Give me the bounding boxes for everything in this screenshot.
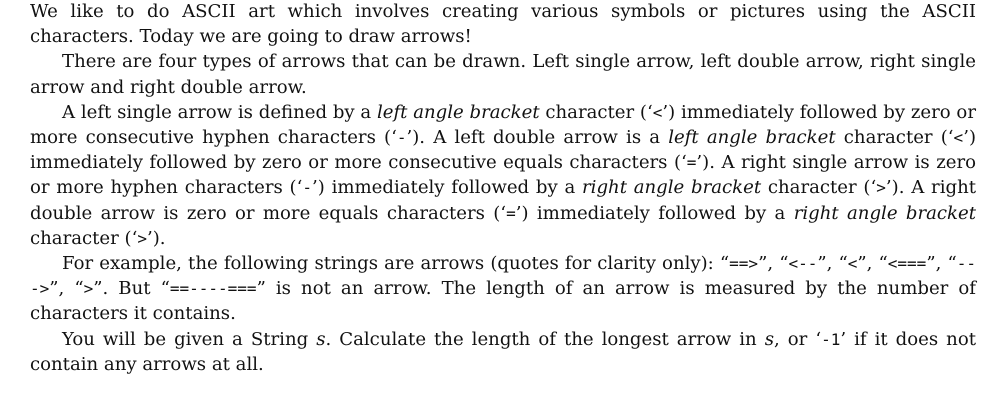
text-run: ’) immediately followed by zero or more consecutive equals characters (‘ bbox=[30, 127, 982, 174]
text-run: character (‘ bbox=[30, 202, 982, 249]
math-variable: s bbox=[764, 328, 775, 350]
text-run: ”. But “ bbox=[93, 278, 170, 300]
paragraph-arrow-definitions bbox=[30, 100, 982, 251]
text-run: A left single arrow is defined by a bbox=[62, 101, 377, 123]
text-run: For example, the following strings are arrows (quotes for clarity only): “ bbox=[62, 253, 730, 275]
text-run: ”, “ bbox=[758, 253, 789, 275]
code-literal: <=== bbox=[887, 254, 927, 274]
code-literal: - bbox=[302, 178, 312, 198]
code-literal: -1 bbox=[821, 329, 841, 349]
code-literal: ---> bbox=[30, 254, 976, 299]
code-literal: > bbox=[83, 279, 94, 299]
emphasized-term: right angle bracket bbox=[582, 177, 762, 199]
text-run: ”, “ bbox=[926, 253, 957, 275]
code-literal: - bbox=[396, 128, 407, 148]
code-literal: ==> bbox=[729, 254, 759, 274]
text-run: ’) immediately followed by a bbox=[515, 202, 794, 224]
code-literal: = bbox=[686, 153, 697, 173]
text-run: . Calculate the length of the longest arrow in bbox=[325, 328, 765, 350]
text-run: ’). A right single arrow is zero or more hyphen characters (‘ bbox=[30, 152, 982, 199]
paragraph-arrow-types bbox=[30, 49, 982, 99]
code-literal: < bbox=[652, 102, 663, 122]
text-run: ’). A left double arrow is a bbox=[406, 127, 669, 149]
code-literal: <-- bbox=[788, 254, 818, 274]
code-literal: = bbox=[506, 203, 516, 223]
paragraph-intro bbox=[30, 0, 982, 49]
text-run: There are four types of arrows that can be drawn. Left single arrow, left double arrow, right single arrow and right double arrow. bbox=[30, 51, 982, 98]
code-literal: < bbox=[953, 128, 964, 148]
text-run: character (‘ bbox=[761, 177, 877, 199]
text-run: ’) immediately followed by a bbox=[312, 177, 583, 199]
text-run: ’). bbox=[146, 227, 166, 249]
text-run: ”, “ bbox=[857, 253, 888, 275]
text-run: ’ if it does not contain any arrows at all. bbox=[30, 328, 982, 375]
text-run: ’) immediately followed by zero or more consecutive hyphen characters (‘ bbox=[30, 101, 982, 149]
text-run: ” is not an arrow. The length of an arrow is measured by the number of characters it contains. bbox=[30, 278, 982, 325]
paragraph-task bbox=[30, 327, 982, 377]
math-variable: s bbox=[316, 328, 326, 350]
text-run: We like to do ASCII art which involves creating various symbols or pictures using the ASCII characters. Today we are going to draw arrows! bbox=[30, 1, 982, 48]
text-run: , or ‘ bbox=[774, 328, 822, 350]
code-literal: > bbox=[876, 178, 886, 198]
text-run: ”, “ bbox=[817, 253, 848, 275]
text-run: character (‘ bbox=[835, 127, 954, 149]
emphasized-term: right angle bracket bbox=[793, 202, 977, 224]
code-literal: < bbox=[847, 254, 858, 274]
paragraph-examples bbox=[30, 251, 982, 327]
code-literal: > bbox=[137, 228, 147, 248]
text-run: ”, “ bbox=[49, 278, 84, 300]
text-run: character (‘ bbox=[539, 101, 653, 123]
emphasized-term: left angle bracket bbox=[376, 101, 540, 123]
emphasized-term: left angle bracket bbox=[668, 127, 836, 149]
code-literal: ==----=== bbox=[169, 279, 257, 299]
text-run: ’). A right double arrow is zero or more equals characters (‘ bbox=[30, 177, 982, 224]
text-run: You will be given a String bbox=[62, 328, 317, 350]
